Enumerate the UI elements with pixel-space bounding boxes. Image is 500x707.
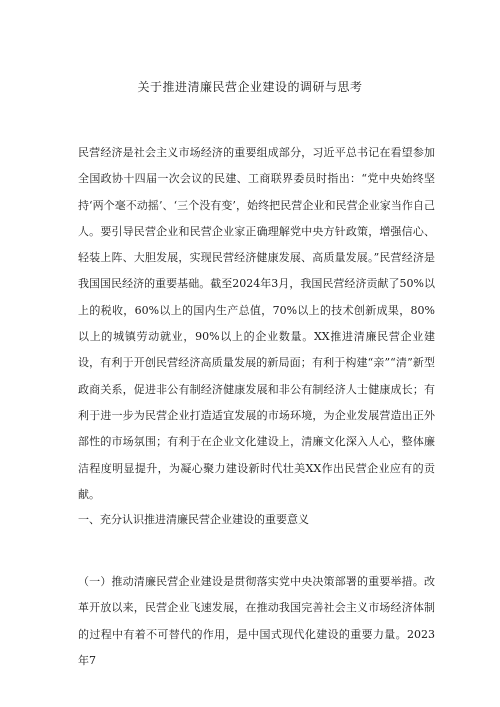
body-paragraph: 民营经济是社会主义市场经济的重要组成部分，习近平总书记在看望参加全国政协十四届一次会议的民建、工商联界委员时指出：“党中央始终坚持‘两个毫不动摇’、‘三个没有变’，始终把民营企业和民营企业家当作自己人。要引导民营企业和民营企业家正确理解党中央方针政策，增强信心、轻装上阵、大胆发展，实现民营经济健康发展、高质量发展。”民营经济是我国国民经济的重要基础。截至2024年3月，我国民营经济贡献了50%以上的税收，60%以上的国内生产总值，70%以上的技术创新成果，80%以上的城镇劳动就业，90%以上的企业数量。XX推进清廉民营企业建设，有利于开创民营经济高质量发展的新局面；有利于构建“亲”“清”新型政商关系，促进非公有制经济健康发展和非公有制经济人士健康成长；有利于进一步为民营企业打造适宜发展的市场环境，为企业发展营造出正外部性的市场氛围；有利于在企业文化建设上，清廉文化深入人心，整体廉洁程度明显提升，为凝心聚力建设新时代壮美XX作出民营企业应有的贡献。: [78, 146, 435, 501]
section-heading: 一、充分认识推进清廉民营企业建设的重要意义: [78, 513, 309, 526]
document-title: 关于推进清廉民营企业建设的调研与思考: [137, 80, 363, 94]
body-paragraph: （一）推动清廉民营企业建设是贯彻落实党中央决策部署的重要举措。改革开放以来，民营企业飞速发展，在推动我国完善社会主义市场经济体制的过程中有着不可替代的作用，是中国式现代化建设的重要力量。2023年7: [78, 575, 435, 667]
